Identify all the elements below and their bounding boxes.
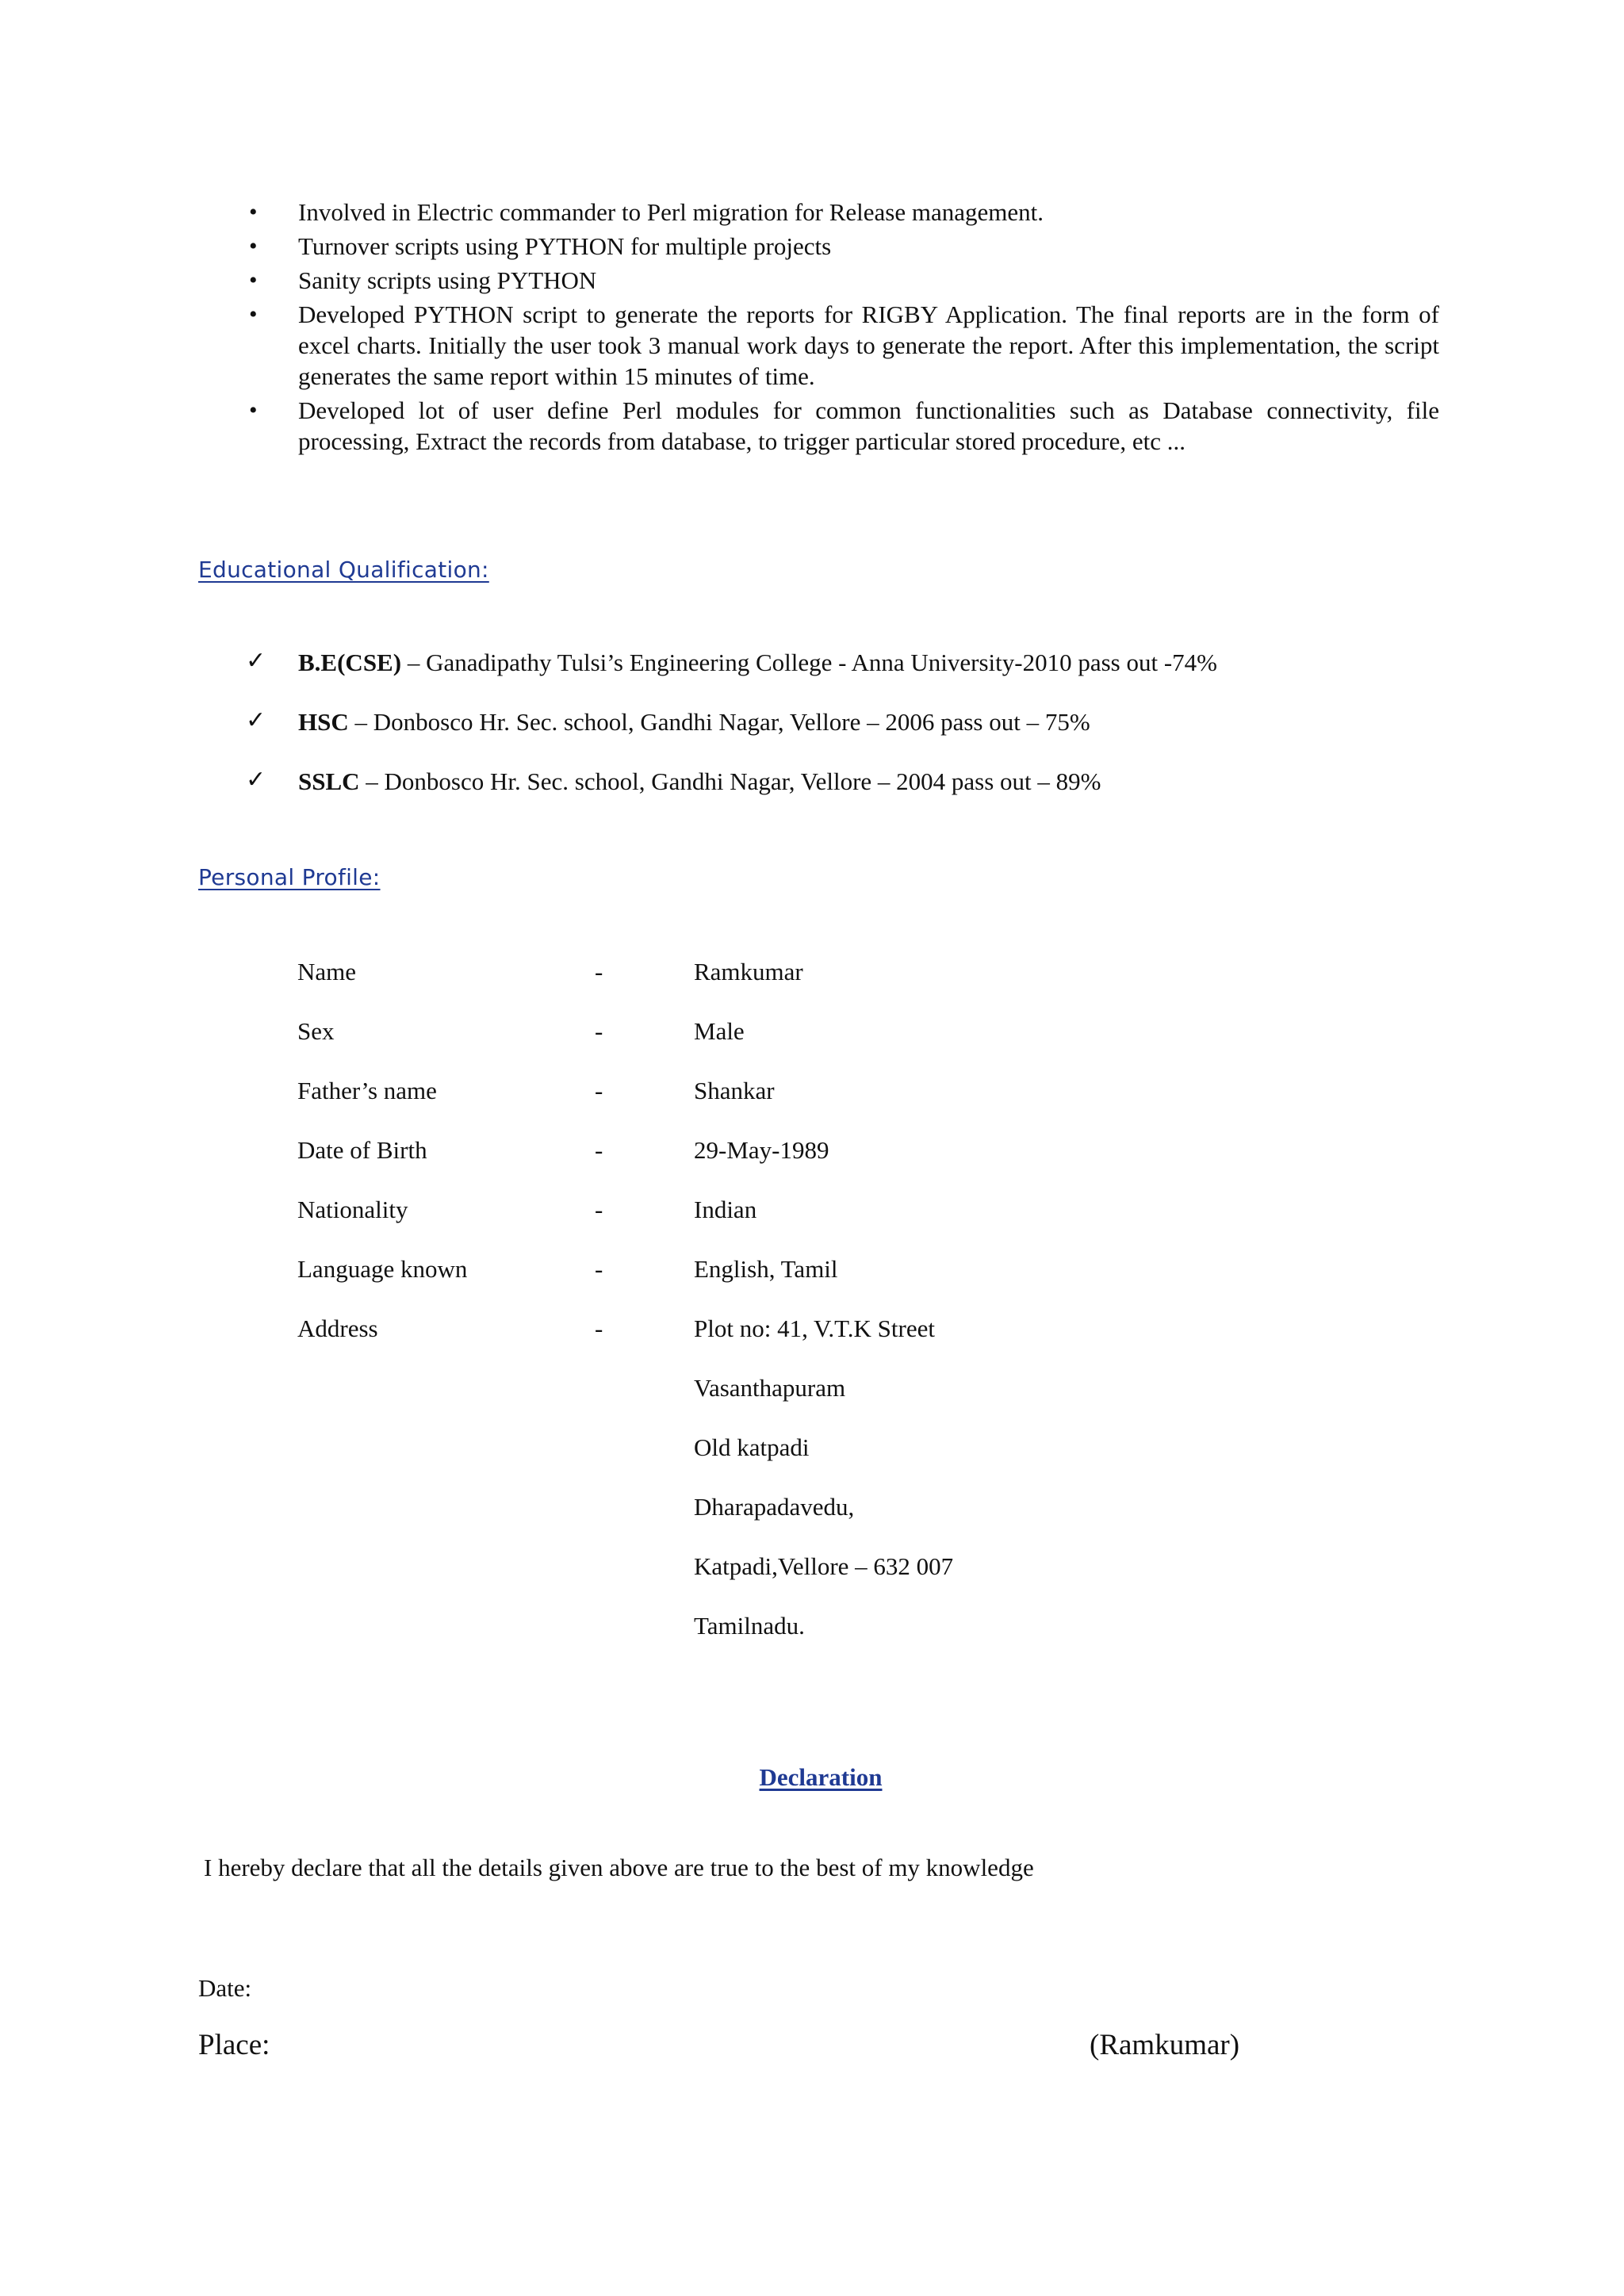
check-icon: ✓ (246, 706, 266, 734)
education-item (246, 647, 1217, 706)
profile-separator: - (595, 1017, 603, 1045)
profile-value: Male (694, 1017, 745, 1045)
bullet-icon: • (249, 199, 258, 225)
education-degree: HSC (298, 708, 349, 736)
education-degree: SSLC (298, 767, 360, 795)
profile-separator: - (595, 1077, 603, 1104)
profile-value: Shankar (694, 1077, 775, 1104)
experience-bullet (246, 231, 1439, 262)
bullet-icon: • (249, 397, 258, 423)
check-icon: ✓ (246, 766, 266, 794)
profile-separator: - (595, 1196, 603, 1223)
bullet-icon: • (249, 301, 258, 327)
profile-value: 29-May-1989 (694, 1136, 829, 1164)
education-item (246, 706, 1217, 766)
education-details: – Ganadipathy Tulsi’s Engineering College - Anna University-2010 pass out -74% (401, 649, 1217, 676)
place-label: Place: (198, 2029, 270, 2061)
declaration-text: I hereby declare that all the details given above are true to the best of my knowledge (204, 1854, 1034, 1881)
profile-label: Language known (297, 1255, 468, 1283)
profile-label: Father’s name (297, 1077, 437, 1104)
profile-label: Name (297, 958, 357, 985)
address-line-text: Old katpadi (694, 1433, 810, 1461)
profile-separator: - (595, 1255, 603, 1283)
bullet-text: Involved in Electric commander to Perl migration for Release management. (298, 198, 1044, 226)
profile-value: English, Tamil (694, 1255, 838, 1283)
experience-bullet-list (246, 197, 1439, 460)
declaration-heading: Declaration (759, 1763, 883, 1791)
address-line-text: Vasanthapuram (694, 1374, 846, 1402)
address-line-text: Tamilnadu. (694, 1612, 805, 1640)
profile-label: Nationality (297, 1196, 408, 1223)
address-line-text: Katpadi,Vellore – 632 007 (694, 1552, 954, 1580)
bullet-text: Developed PYTHON script to generate the reports for RIGBY Application. The final reports are in the form of excel charts. Initially the user took 3 manual work days to generate the report. After this implementation, the script generates the same report within 15 minutes of time. (298, 300, 1439, 390)
bullet-icon: • (249, 233, 258, 259)
profile-value: Plot no: 41, V.T.K Street (694, 1314, 935, 1342)
education-heading: Educational Qualification: (198, 557, 489, 583)
bullet-text: Turnover scripts using PYTHON for multiple projects (298, 232, 832, 260)
education-details: – Donbosco Hr. Sec. school, Gandhi Nagar, Vellore – 2006 pass out – 75% (348, 708, 1090, 736)
profile-value: Indian (694, 1196, 757, 1223)
experience-bullet (246, 197, 1439, 228)
education-details: – Donbosco Hr. Sec. school, Gandhi Nagar, Vellore – 2004 pass out – 89% (359, 767, 1101, 795)
profile-label: Sex (297, 1017, 335, 1045)
date-label: Date: (198, 1974, 252, 2002)
education-list (246, 647, 1217, 825)
profile-separator: - (595, 1136, 603, 1164)
experience-bullet (246, 395, 1439, 457)
bullet-text: Developed lot of user define Perl modules for common functionalities such as Database connectivity, file processing, Extract the records from database, to trigger particular stored procedure, etc ... (298, 396, 1439, 455)
education-item (246, 766, 1217, 825)
profile-separator: - (595, 1314, 603, 1342)
bullet-text: Sanity scripts using PYTHON (298, 266, 597, 294)
check-icon: ✓ (246, 647, 266, 675)
experience-bullet (246, 265, 1439, 296)
profile-label: Date of Birth (297, 1136, 427, 1164)
profile-value: Ramkumar (694, 958, 803, 985)
bullet-icon: • (249, 267, 258, 293)
profile-separator: - (595, 958, 603, 985)
profile-label: Address (297, 1314, 378, 1342)
signature-name: (Ramkumar) (1090, 2029, 1240, 2061)
personal-profile-heading: Personal Profile: (198, 864, 381, 890)
address-line-text: Dharapadavedu, (694, 1493, 855, 1521)
education-degree: B.E(CSE) (298, 649, 402, 676)
experience-bullet (246, 299, 1439, 392)
